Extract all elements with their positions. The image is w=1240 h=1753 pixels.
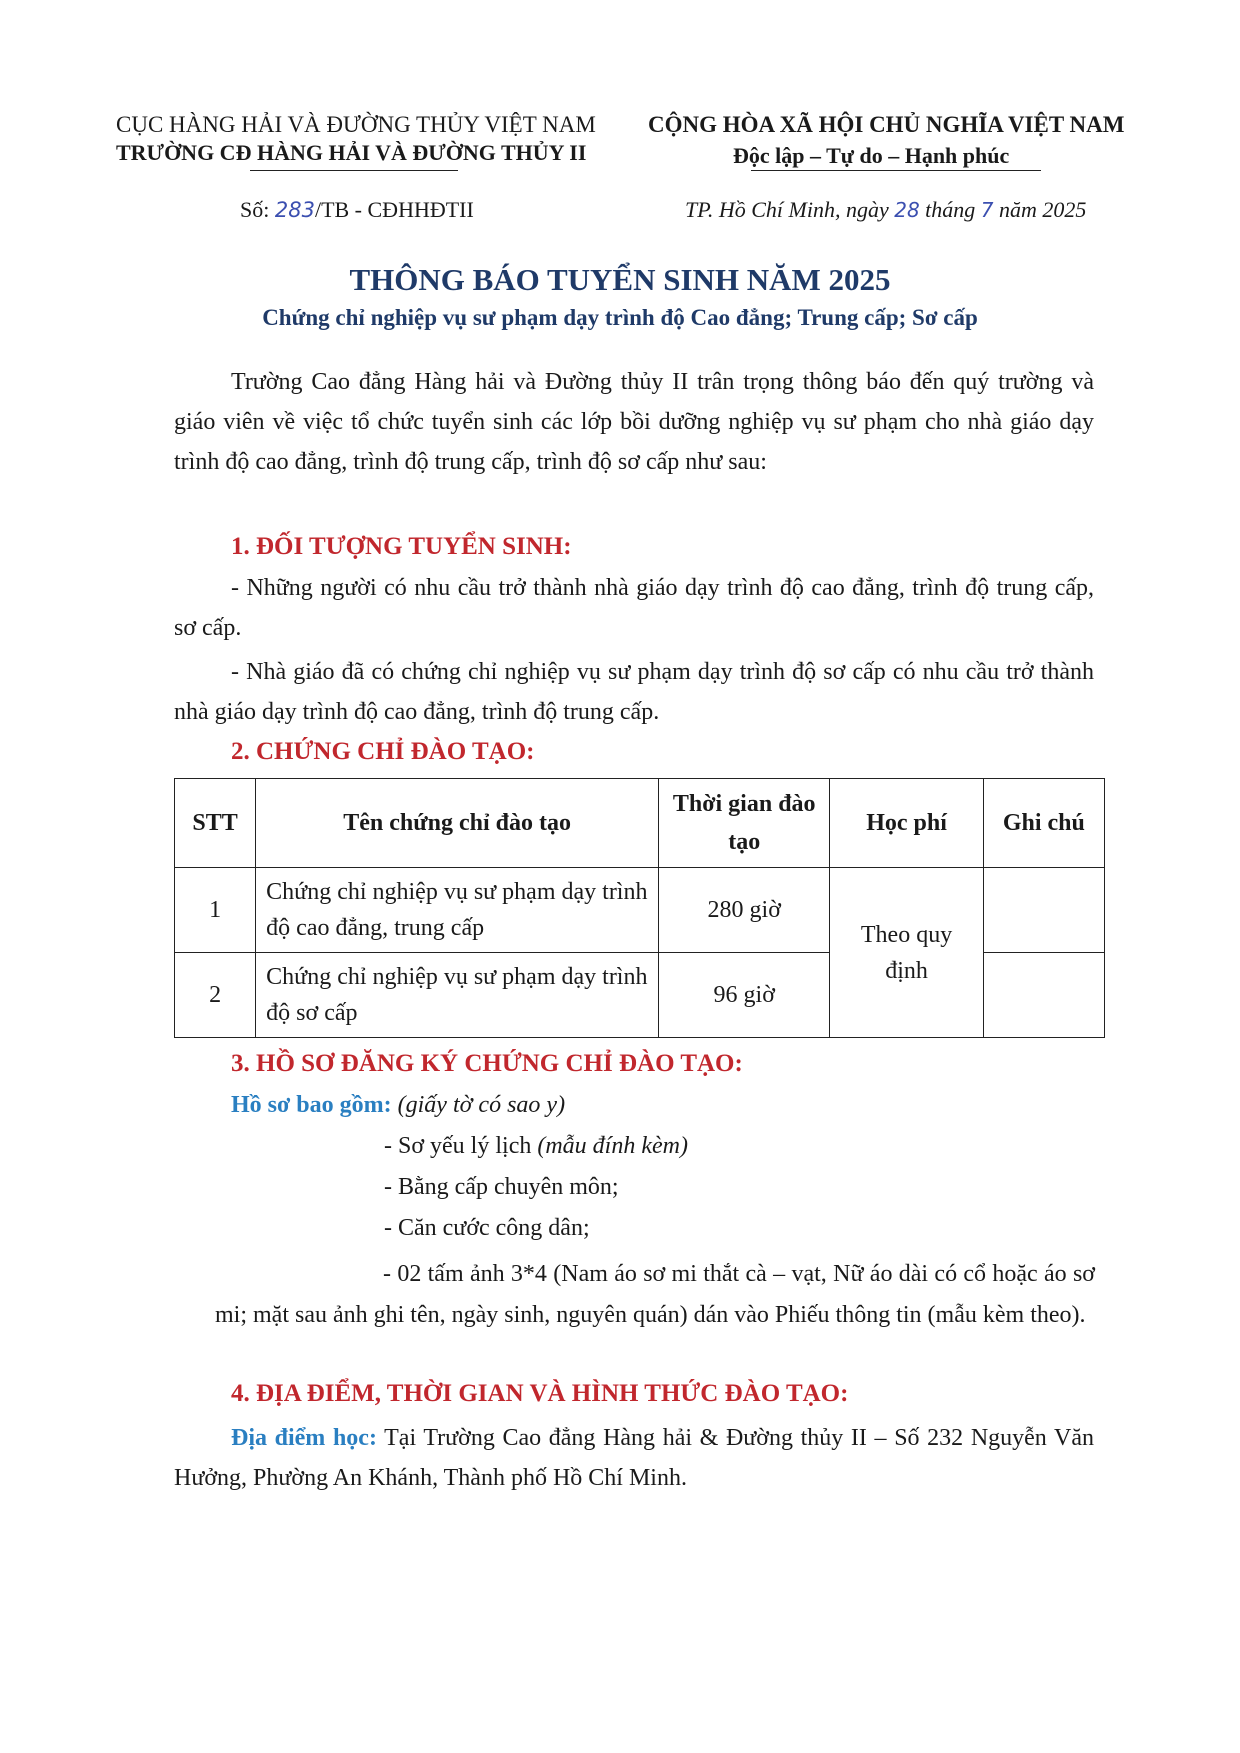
- document-item-2: - Bằng cấp chuyên môn;: [384, 1174, 619, 1200]
- col-header-name: Tên chứng chỉ đào tạo: [256, 779, 659, 868]
- documents-label: Hồ sơ bao gồm:: [231, 1092, 392, 1118]
- cell-time: 96 giờ: [659, 953, 830, 1038]
- handwritten-number: 283: [274, 198, 315, 222]
- cell-name: Chứng chỉ nghiệp vụ sư phạm dạy trình độ sơ cấp: [256, 953, 659, 1038]
- handwritten-month: 7: [980, 198, 994, 222]
- page-subtitle: Chứng chỉ nghiệp vụ sư phạm dạy trình độ Cao đẳng; Trung cấp; Sơ cấp: [262, 305, 978, 330]
- document-item-3: - Căn cước công dân;: [384, 1215, 590, 1241]
- document-date: TP. Hồ Chí Minh, ngày 28 tháng 7 năm 2025: [685, 197, 1087, 222]
- location-paragraph: [174, 1418, 1094, 1498]
- cell-fee-merged: Theo quy định: [830, 868, 983, 1038]
- document-number: Số: 283/TB - CĐHHĐTII: [240, 197, 474, 222]
- location-label: Địa điểm học:: [231, 1425, 377, 1451]
- documents-label-line: [231, 1092, 565, 1119]
- cell-time: 280 giờ: [659, 868, 830, 953]
- col-header-fee: Học phí: [830, 779, 983, 868]
- school-name: TRƯỜNG CĐ HÀNG HẢI VÀ ĐƯỜNG THỦY II: [116, 140, 587, 165]
- table-header-row: [175, 779, 1105, 868]
- location-text: Tại Trường Cao đẳng Hàng hải & Đường thủy II – Số 232 Nguyễn Văn Hưởng, Phường An Khánh, Thành phố Hồ Chí Minh.: [174, 1425, 1094, 1491]
- nation-name: CỘNG HÒA XÃ HỘI CHỦ NGHĨA VIỆT NAM: [648, 112, 1125, 137]
- section-1-heading: 1. ĐỐI TƯỢNG TUYỂN SINH:: [231, 533, 572, 560]
- handwritten-day: 28: [894, 198, 920, 222]
- col-header-note: Ghi chú: [983, 779, 1104, 868]
- col-header-time: Thời gian đào tạo: [659, 779, 830, 868]
- cell-stt: 2: [175, 953, 256, 1038]
- eligibility-item-2: - Nhà giáo đã có chứng chỉ nghiệp vụ sư phạm dạy trình độ sơ cấp có nhu cầu trở thành nhà giáo dạy trình độ cao đẳng, trình độ trung cấp.: [174, 659, 1094, 725]
- motto: Độc lập – Tự do – Hạnh phúc: [733, 143, 1010, 168]
- col-header-stt: STT: [175, 779, 256, 868]
- certificate-table: [174, 778, 1105, 1038]
- table-row: [175, 868, 1105, 953]
- eligibility-item-1: - Những người có nhu cầu trở thành nhà giáo dạy trình độ cao đẳng, trình độ trung cấp, sơ cấp.: [174, 575, 1094, 641]
- intro-paragraph: Trường Cao đẳng Hàng hải và Đường thủy II trân trọng thông báo đến quý trường và giáo viên về việc tổ chức tuyển sinh các lớp bồi dưỡng nghiệp vụ sư phạm cho nhà giáo dạy trình độ cao đẳng, trình độ trung cấp, trình độ sơ cấp như sau:: [174, 369, 1094, 475]
- motto-underline: [751, 170, 1041, 171]
- page-title: THÔNG BÁO TUYỂN SINH NĂM 2025: [349, 262, 891, 297]
- cell-name: Chứng chỉ nghiệp vụ sư phạm dạy trình độ cao đẳng, trung cấp: [256, 868, 659, 953]
- cell-note: [983, 953, 1104, 1038]
- document-item-1: - Sơ yếu lý lịch (mẫu đính kèm): [384, 1133, 688, 1159]
- agency-name: CỤC HÀNG HẢI VÀ ĐƯỜNG THỦY VIỆT NAM: [116, 112, 596, 137]
- school-underline: [250, 170, 458, 171]
- documents-label-note: (giấy tờ có sao y): [391, 1092, 566, 1118]
- section-3-heading: 3. HỒ SƠ ĐĂNG KÝ CHỨNG CHỈ ĐÀO TẠO:: [231, 1050, 743, 1077]
- cell-stt: 1: [175, 868, 256, 953]
- document-item-4: - 02 tấm ảnh 3*4 (Nam áo sơ mi thắt cà – vạt, Nữ áo dài có cổ hoặc áo sơ mi; mặt sau ảnh ghi tên, ngày sinh, nguyên quán) dán vào Phiếu thông tin (mẫu kèm theo).: [215, 1261, 1095, 1328]
- section-4-heading: 4. ĐỊA ĐIỂM, THỜI GIAN VÀ HÌNH THỨC ĐÀO TẠO:: [231, 1380, 849, 1407]
- cell-note: [983, 868, 1104, 953]
- section-2-heading: 2. CHỨNG CHỈ ĐÀO TẠO:: [231, 738, 535, 765]
